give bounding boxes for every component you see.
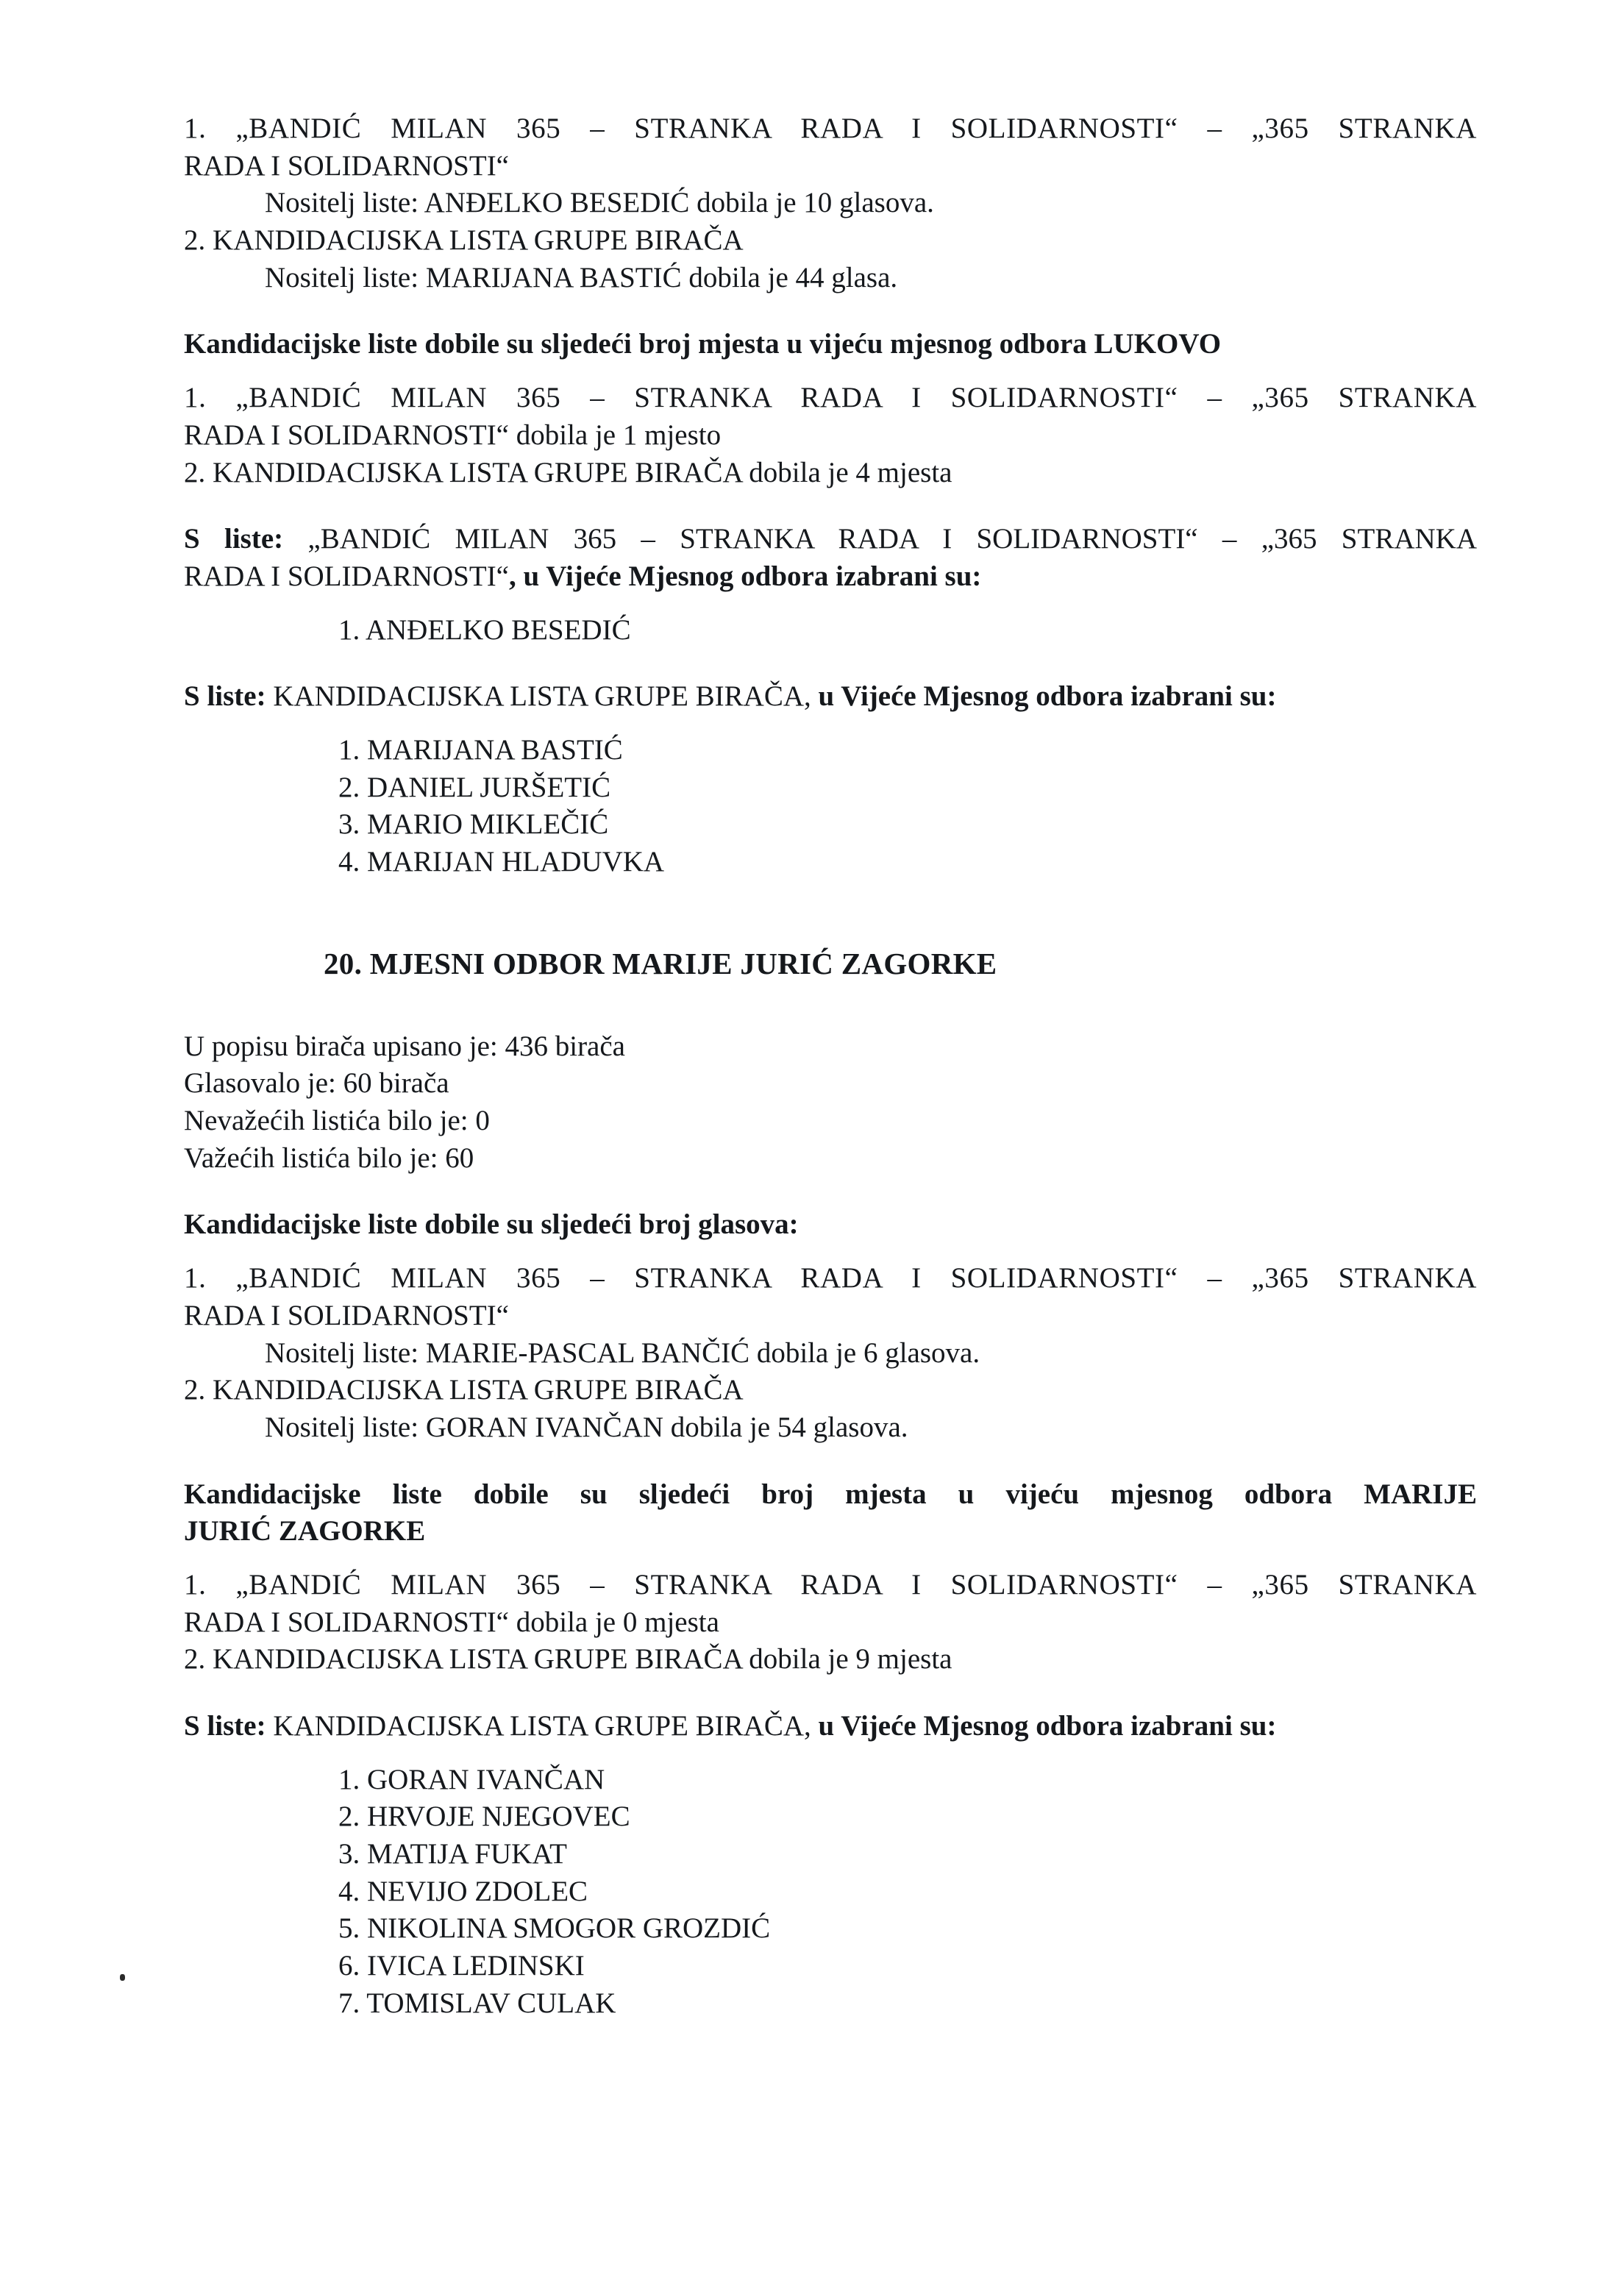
stat-line: Nevažećih listića bilo je: 0: [184, 1105, 490, 1137]
list-item: 1. GORAN IVANČAN: [338, 1763, 605, 1795]
zagorke-stats: [184, 1028, 1477, 1178]
list-item: 3. MARIO MIKLEČIĆ: [338, 808, 609, 841]
elected-list-name: KANDIDACIJSKA LISTA GRUPE BIRAČA,: [266, 680, 811, 713]
elected-suffix: , u Vijeće Mjesnog odbora izabrani su:: [509, 560, 982, 592]
list-item: 7. TOMISLAV CULAK: [338, 1987, 616, 2019]
lukovo-elected-block-2: [184, 678, 1477, 880]
list-item: 1. ANĐELKO BESEDIĆ: [338, 613, 631, 646]
page-speck: [120, 1974, 125, 1981]
list-item-line: 1. „BANDIĆ MILAN 365 – STRANKA RADA I SOLIDARNOSTI“ – „365 STRANKA: [184, 1568, 1477, 1600]
list-item-line: 1. „BANDIĆ MILAN 365 – STRANKA RADA I SOLIDARNOSTI“ – „365 STRANKA: [184, 113, 1477, 144]
list-item-line: 2. KANDIDACIJSKA LISTA GRUPE BIRAČA dobila je 4 mjesta: [184, 456, 952, 488]
lukovo-seats-heading: Kandidacijske liste dobile su sljedeći broj mjesta u vijeću mjesnog odbora LUKOVO: [184, 328, 1222, 360]
list-item: 3. MATIJA FUKAT: [338, 1838, 567, 1870]
zagorke-seats-heading: [184, 1476, 1477, 1550]
list-holder-line: Nositelj liste: MARIJANA BASTIĆ dobila je 44 glasa.: [265, 261, 898, 293]
elected-suffix: u Vijeće Mjesnog odbora izabrani su:: [811, 680, 1277, 713]
elected-list-name: KANDIDACIJSKA LISTA GRUPE BIRAČA,: [266, 1710, 811, 1742]
stat-line: Glasovalo je: 60 birača: [184, 1067, 449, 1100]
elected-suffix: u Vijeće Mjesnog odbora izabrani su:: [811, 1710, 1277, 1742]
zagorke-seats-list: [184, 1567, 1477, 1678]
list-item-line: 2. KANDIDACIJSKA LISTA GRUPE BIRAČA: [184, 1374, 744, 1406]
elected-names: [184, 612, 1477, 649]
s-liste-label: S liste:: [184, 1710, 266, 1742]
zagorke-votes-heading: Kandidacijske liste dobile su sljedeći broj glasova:: [184, 1208, 799, 1241]
list-item-line: RADA I SOLIDARNOSTI“ dobila je 0 mjesta: [184, 1606, 719, 1638]
stat-line: U popisu birača upisano je: 436 birača: [184, 1030, 625, 1062]
list-item: 2. HRVOJE NJEGOVEC: [338, 1801, 630, 1833]
elected-list-name-cont: RADA I SOLIDARNOSTI“: [184, 560, 509, 592]
list-item: 4. MARIJAN HLADUVKA: [338, 846, 665, 877]
elected-list-name: „BANDIĆ MILAN 365 – STRANKA RADA I SOLIDARNOSTI“ – „365 STRANKA: [283, 523, 1477, 555]
list-item: 4. NEVIJO ZDOLEC: [338, 1875, 588, 1907]
stat-line: Važećih listića bilo je: 60: [184, 1142, 474, 1174]
seats-heading-line: JURIĆ ZAGORKE: [184, 1515, 426, 1548]
list-item: 5. NIKOLINA SMOGOR GROZDIĆ: [338, 1912, 771, 1945]
list-holder-line: Nositelj liste: MARIE-PASCAL BANČIĆ dobila je 6 glasova.: [265, 1336, 980, 1369]
list-item-line: 1. „BANDIĆ MILAN 365 – STRANKA RADA I SOLIDARNOSTI“ – „365 STRANKA: [184, 382, 1477, 414]
zagorke-votes-list: [184, 1260, 1477, 1446]
list-item-line: 2. KANDIDACIJSKA LISTA GRUPE BIRAČA dobila je 9 mjesta: [184, 1643, 952, 1676]
elected-names: [184, 1762, 1477, 2023]
s-liste-label: S liste:: [184, 680, 266, 713]
lukovo-elected-block-1: [184, 521, 1477, 649]
seats-heading-line: Kandidacijske liste dobile su sljedeći broj mjesta u vijeću mjesnog odbora MARIJE: [184, 1478, 1477, 1510]
list-item: 1. MARIJANA BASTIĆ: [338, 733, 623, 766]
list-item-line: RADA I SOLIDARNOSTI“ dobila je 1 mjesto: [184, 419, 722, 451]
list-holder-line: Nositelj liste: ANĐELKO BESEDIĆ dobila je 10 glasova.: [265, 187, 934, 219]
list-item-line: 2. KANDIDACIJSKA LISTA GRUPE BIRAČA: [184, 224, 744, 257]
zagorke-elected-block: [184, 1708, 1477, 2023]
list-item: 2. DANIEL JURŠETIĆ: [338, 771, 611, 803]
list-item-line: RADA I SOLIDARNOSTI“: [184, 149, 509, 182]
list-item-line: RADA I SOLIDARNOSTI“: [184, 1299, 509, 1331]
lukovo-votes-list: [184, 110, 1477, 296]
list-holder-line: Nositelj liste: GORAN IVANČAN dobila je 54 glasova.: [265, 1411, 908, 1443]
section-heading-zagorke: 20. MJESNI ODBOR MARIJE JURIĆ ZAGORKE: [324, 946, 997, 980]
list-item-line: 1. „BANDIĆ MILAN 365 – STRANKA RADA I SOLIDARNOSTI“ – „365 STRANKA: [184, 1262, 1477, 1295]
lukovo-seats-list: [184, 380, 1477, 491]
s-liste-label: S liste:: [184, 523, 284, 555]
elected-names: [184, 732, 1477, 881]
list-item: 6. IVICA LEDINSKI: [338, 1950, 585, 1982]
